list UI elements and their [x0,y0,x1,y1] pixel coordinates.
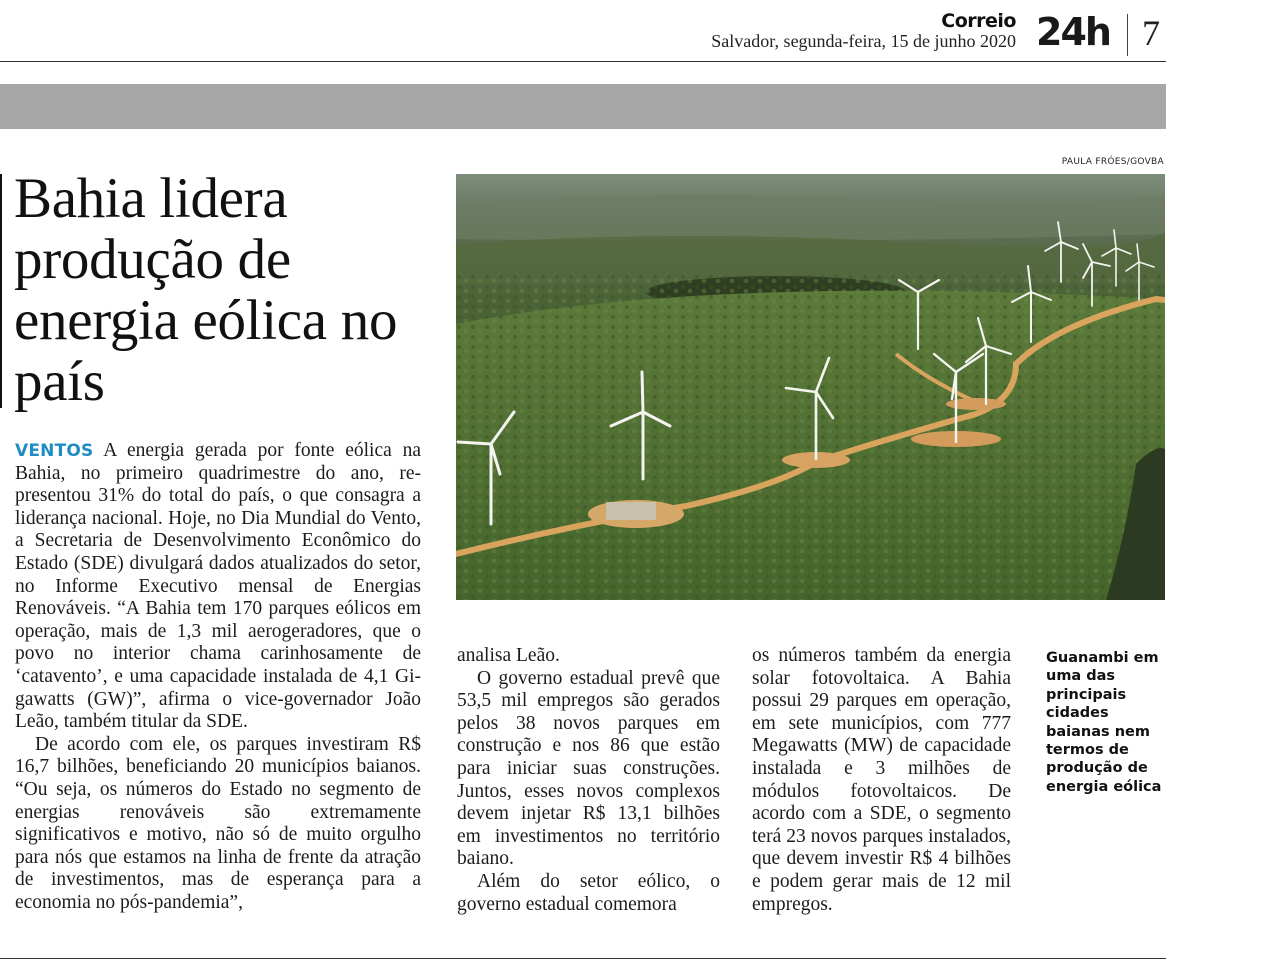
headline-rule [0,174,2,408]
masthead [0,0,1166,62]
paragraph-6: os números também da energia solar fotovoltaica. A Bahia possui 29 parques em operação, em sete municípios, com 777 Megawatts (MW) de capacidade instalada e 3 milhões de módulos fotovoltaicos. De acordo com a SDE, o segmento terá 23 novos parques instalados, que devem investir R$ 4 bilhões e podem gerar mais de 12 mil empregos. [752,645,1011,915]
page-number: 7 [1142,13,1160,53]
photo-credit: PAULA FRÓES/GOVBA [1061,157,1164,167]
bottom-rule [0,958,1166,959]
masthead-divider [1127,14,1128,56]
paragraph-3: analisa Leão. [457,645,560,666]
kicker: VENTOS [15,441,94,461]
photo-caption: Guanambi em uma das principais cidades baianas nem termos de produção de energia eólica [1046,650,1162,795]
newspaper-brand: Correio [941,10,1016,32]
paragraph-5: Além do setor eólico, o governo estadual comemora [457,870,720,915]
wind-farm-photo [456,174,1165,600]
article-column-3 [752,645,1011,916]
article-column-2 [457,645,720,916]
dateline: Salvador, segunda-feira, 15 de junho 2020 [711,31,1016,51]
paragraph-4: O governo estadual prevê que 53,5 mil empregos são gerados pelos 38 novos parques em construção e nos 86 que estão para iniciar suas construções. Juntos, esses novos complexos devem injetar R$ 13,1 bilhões em investimentos no território baiano. [457,667,720,870]
paragraph-2: De acordo com ele, os parques investiram R$ 16,7 bilhões, beneficiando 20 municípios baianos. “Ou seja, os números do Estado no segmento de energias renováveis são extremamente significativos e motivo, não só de muito orgulho para nós que estamos na linha de frente da atração de investimentos, mas de esperança para a economia no pós-pandemia”, [15,733,421,913]
top-rule [0,61,1166,62]
paragraph-1: A energia gerada por fonte eólica na Bahia, no primeiro quadrimestre do ano, representou 31% do total do país, o que consagra a liderança nacional. Hoje, no Dia Mundial do Vento, a Secretaria de Desenvolvimento Econômico do Estado (SDE) divulgará dados atualizados do setor, no Informe Executivo mensal de Energias Renováveis. “A Bahia tem 170 parques eólicos em operação, mais de 1,3 mil aerogeradores, que o povo no interior chama carinhosamente de ‘catavento’, e uma capacidade instalada de 4,1 Gigawatts (GW)”, afirma o vice-governador João Leão, também titular da SDE. [15,440,421,733]
gray-band [0,84,1166,129]
article-column-1 [15,440,421,914]
headline: Bahia lidera produção de energia eólica no país [14,167,398,413]
brand-24h: 24h [1036,10,1110,54]
